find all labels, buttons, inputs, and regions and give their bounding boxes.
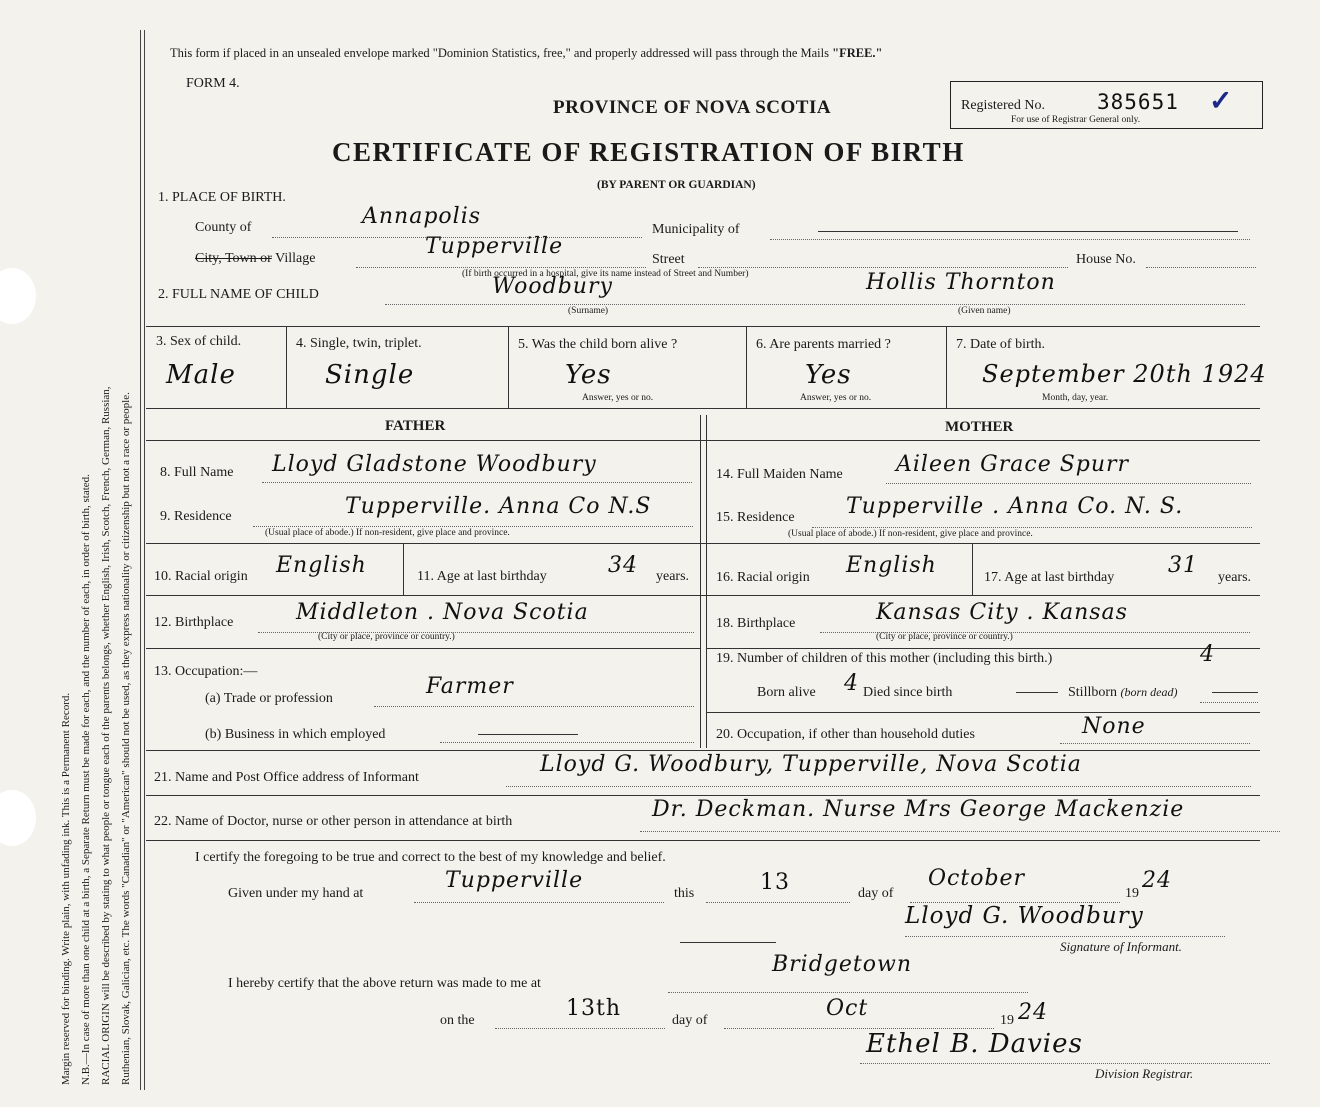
margin-instruction-4: Ruthenian, Slovak, Galician, etc. The words "Canadian" or "American" should not be used, as they express nationality or citizenship but not a race or people. [120, 392, 132, 1085]
registrar-statement: I hereby certify that the above return was made to me at [228, 976, 541, 991]
mother-occ-label: 20. Occupation, if other than household duties [716, 727, 975, 742]
father-racial-label: 10. Racial origin [154, 569, 248, 584]
married-label: 6. Are parents married ? [756, 337, 891, 352]
separator-rule [680, 942, 776, 943]
plurality-value: Single [325, 360, 415, 390]
mail-notice-free: "FREE." [832, 46, 883, 60]
municipality-label: Municipality of [652, 222, 740, 237]
certificate-subtitle: (BY PARENT OR GUARDIAN) [597, 179, 756, 191]
village-label: Village [275, 251, 316, 266]
registration-box [950, 81, 1263, 129]
child-given-name: Hollis Thornton [866, 270, 1056, 295]
father-res-note: (Usual place of abode.) If non-resident, give place and province. [265, 528, 510, 538]
mother-name-label: 14. Full Maiden Name [716, 467, 843, 482]
registrar-on-label: on the [440, 1013, 475, 1028]
stillborn-label [1068, 685, 1178, 701]
business-label: (b) Business in which employed [205, 727, 386, 742]
children-value: 4 [1200, 642, 1215, 667]
mother-birthplace-label: 18. Birthplace [716, 616, 796, 631]
reg-checkmark-icon: ✓ [1209, 86, 1233, 117]
father-age: 34 [608, 553, 638, 578]
mother-name: Aileen Grace Spurr [896, 452, 1130, 477]
county-label: County of [195, 220, 252, 235]
city-town-label [195, 251, 315, 267]
place-label: 1. PLACE OF BIRTH. [158, 190, 286, 205]
mother-occ: None [1082, 714, 1146, 739]
certificate-title: CERTIFICATE OF REGISTRATION OF BIRTH [332, 137, 965, 167]
registrar-dayof-label: day of [672, 1013, 708, 1028]
trade-label: (a) Trade or profession [205, 691, 333, 706]
mother-birthplace-note: (City or place, province or country.) [876, 632, 1013, 642]
child-name-label: 2. FULL NAME OF CHILD [158, 287, 319, 302]
signature-label: Signature of Informant. [1060, 939, 1182, 954]
father-res: Tupperville. Anna Co N.S [345, 494, 652, 519]
margin-rule-2 [144, 30, 145, 1090]
reg-note: For use of Registrar General only. [1011, 115, 1141, 125]
father-age-label: 11. Age at last birthday [417, 569, 547, 584]
registrar-year: 24 [1018, 1000, 1048, 1025]
stillborn-dash [1212, 692, 1258, 693]
city-town-struck: City, Town or [195, 251, 272, 266]
born-alive-value: 4 [844, 671, 859, 696]
died-dash [1016, 692, 1058, 693]
reg-label: Registered No. [961, 98, 1045, 113]
margin-instruction-2: N.B.—In case of more than one child at a birth, a Separate Return must be made for each, and the number of each, in order of birth, stated. [80, 474, 92, 1085]
registrar-signature-label: Division Registrar. [1095, 1066, 1194, 1081]
father-name-label: 8. Full Name [160, 465, 234, 480]
informant-value: Lloyd G. Woodbury, Tupperville, Nova Scotia [540, 752, 1082, 777]
died-label: Died since birth [863, 685, 953, 700]
certify-year-prefix: 19 [1125, 886, 1139, 901]
street-label: Street [652, 252, 685, 267]
registrar-signature: Ethel B. Davies [866, 1029, 1083, 1059]
punch-hole-bottom [0, 790, 36, 846]
certify-place: Tupperville [445, 868, 584, 893]
punch-hole-top [0, 268, 36, 324]
alive-value: Yes [565, 360, 612, 390]
informant-signature: Lloyd G. Woodbury [905, 903, 1144, 929]
mother-racial-label: 16. Racial origin [716, 570, 810, 585]
father-birthplace: Middleton . Nova Scotia [296, 600, 589, 625]
father-heading: FATHER [385, 418, 446, 434]
certify-statement: I certify the foregoing to be true and correct to the best of my knowledge and belief. [195, 850, 666, 865]
father-name: Lloyd Gladstone Woodbury [272, 452, 597, 477]
sex-value: Male [166, 360, 236, 390]
registrar-place: Bridgetown [772, 952, 912, 977]
alive-label: 5. Was the child born alive ? [518, 337, 678, 352]
father-years: years. [656, 569, 690, 584]
trade-value: Farmer [426, 674, 514, 699]
sex-label: 3. Sex of child. [156, 334, 242, 349]
village-value: Tupperville [425, 234, 564, 259]
married-value: Yes [805, 360, 852, 390]
given-under-label: Given under my hand at [228, 886, 364, 901]
hospital-note: (If birth occurred in a hospital, give its name instead of Street and Number) [462, 269, 749, 279]
registrar-year-prefix: 19 [1000, 1013, 1014, 1028]
mother-res-label: 15. Residence [716, 510, 795, 525]
informant-label: 21. Name and Post Office address of Informant [154, 770, 419, 785]
dob-value: September 20th 1924 [982, 360, 1267, 388]
surname-note: (Surname) [568, 306, 609, 316]
certify-year: 24 [1142, 868, 1172, 893]
father-birthplace-note: (City or place, province or country.) [318, 632, 455, 642]
mother-res-note: (Usual place of abode.) If non-resident, give place and province. [788, 529, 1033, 539]
stillborn-note: (born dead) [1120, 685, 1178, 699]
married-note: Answer, yes or no. [800, 393, 872, 403]
given-note: (Given name) [958, 306, 1011, 316]
children-label: 19. Number of children of this mother (including this birth.) [716, 651, 1053, 666]
certify-this-label: this [674, 886, 695, 901]
margin-rule [140, 30, 141, 1090]
reg-number: 385651 [1097, 90, 1179, 114]
certify-day: 13 [760, 870, 790, 895]
mother-res: Tupperville . Anna Co. N. S. [846, 494, 1184, 519]
municipality-dash [818, 231, 1238, 232]
father-racial: English [276, 553, 367, 578]
born-alive-label: Born alive [757, 685, 816, 700]
mother-years: years. [1218, 570, 1252, 585]
form-number: FORM 4. [186, 76, 240, 91]
father-res-label: 9. Residence [160, 509, 232, 524]
stillborn-text: Stillborn [1068, 685, 1118, 700]
father-birthplace-label: 12. Birthplace [154, 615, 234, 630]
mother-birthplace: Kansas City . Kansas [876, 600, 1128, 625]
registrar-month: Oct [826, 996, 869, 1021]
margin-instruction-3: RACIAL ORIGIN will be described by stating to what people or tongue each of the parents belongs, whether English, Irish, Scotch, French, German, Russian, [100, 386, 112, 1085]
plurality-label: 4. Single, twin, triplet. [296, 336, 422, 351]
mother-age: 31 [1168, 553, 1198, 578]
attendant-value: Dr. Deckman. Nurse Mrs George Mackenzie [652, 797, 1185, 822]
business-dash [478, 734, 578, 735]
mother-heading: MOTHER [945, 419, 1014, 435]
certify-dayof-label: day of [858, 886, 894, 901]
certify-month: October [928, 866, 1026, 891]
father-occ-label: 13. Occupation:— [154, 664, 258, 679]
registrar-day: 13th [566, 996, 622, 1021]
mother-racial: English [846, 553, 937, 578]
mail-notice [170, 46, 882, 61]
attendant-label: 22. Name of Doctor, nurse or other person in attendance at birth [154, 814, 513, 829]
county-value: Annapolis [362, 204, 482, 229]
house-label: House No. [1076, 252, 1136, 267]
dob-note: Month, day, year. [1042, 393, 1109, 403]
margin-instruction-1: Margin reserved for binding. Write plain, with unfading ink. This is a Permanent Record. [60, 692, 72, 1085]
alive-note: Answer, yes or no. [582, 393, 654, 403]
dob-label: 7. Date of birth. [956, 337, 1046, 352]
province-title: PROVINCE OF NOVA SCOTIA [553, 97, 832, 118]
mail-notice-text: This form if placed in an unsealed envelope marked "Dominion Statistics, free," and properly addressed will pass through the Mails [170, 46, 829, 60]
mother-age-label: 17. Age at last birthday [984, 570, 1115, 585]
child-surname: Woodbury [492, 274, 613, 299]
